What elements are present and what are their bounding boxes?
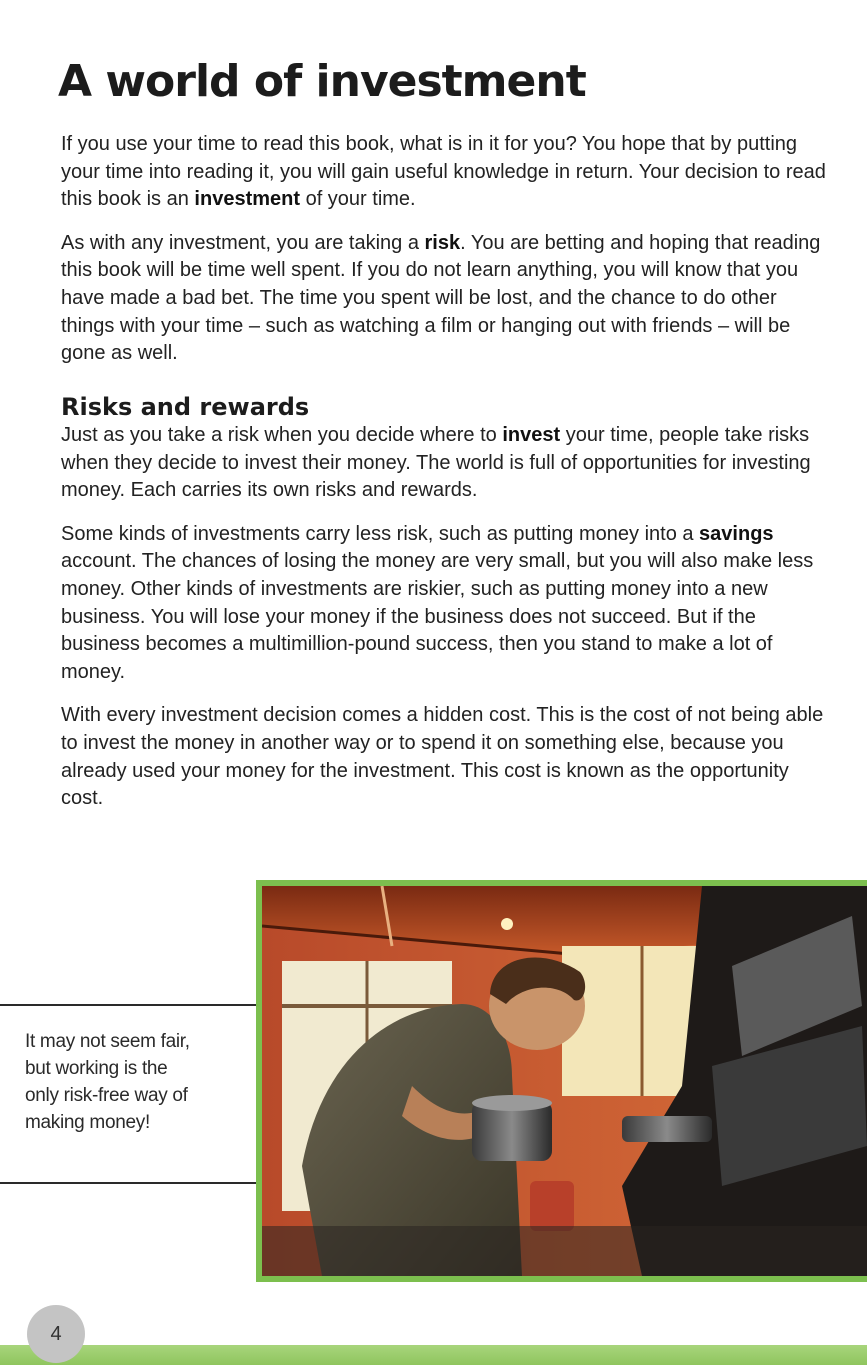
page-number-badge [27, 1305, 85, 1363]
portafilter [622, 1116, 712, 1142]
section-heading: Risks and rewards [61, 393, 310, 421]
page-number: 4 [50, 1322, 62, 1345]
text-run: of your time. [300, 188, 416, 211]
text-run: Just as you take a risk when you decide where to [61, 424, 503, 446]
caption-line: making money! [25, 1112, 150, 1133]
intro-paragraph-1 [61, 131, 831, 214]
coffee-cup [530, 1181, 574, 1231]
glossary-term-risk: risk [424, 231, 461, 254]
glossary-term-invest: invest [502, 424, 561, 446]
ceiling-light [501, 918, 513, 930]
section-paragraph-2 [61, 521, 831, 687]
text-run: account. The chances of losing the money are very small, but you will also make less money. Other kinds of investments are riskier, such as putting money into a new business. You will lose your money if the business does not succeed. But if the business becomes a multimillion-pound success, then you stand to make a lot of money. [61, 550, 814, 683]
caption-line: only risk-free way of [25, 1085, 188, 1106]
text-run: As with any investment, you are taking a [61, 231, 425, 254]
caption-rule-bottom [0, 1182, 258, 1184]
glossary-term-savings: savings [699, 522, 774, 545]
intro-text [61, 131, 831, 384]
counter [262, 1226, 867, 1276]
bottom-band [0, 1345, 867, 1365]
photo-caption [25, 1028, 225, 1136]
text-run: Some kinds of investments carry less risk, such as putting money into a [61, 522, 700, 545]
caption-rule-top [0, 1004, 258, 1006]
text-run: If you use your time to read this book, what is in it for you? You hope that by putting your time into reading it, you will gain useful knowledge in return. Your decision to read this book is an [61, 133, 826, 211]
section-paragraph-3: With every investment decision comes a hidden cost. This is the cost of not being able to invest the money in another way or to spend it on something else, because you already used your money for the investment. This cost is known as the opportunity cost. [61, 704, 824, 810]
section-paragraph-1 [61, 422, 831, 505]
barista-illustration [262, 886, 867, 1276]
intro-paragraph-2 [61, 230, 831, 368]
text-run: your time, people take risks when they decide to invest their money. The world is full of opportunities for investing money. Each carries its own risks and rewards. [61, 424, 811, 502]
glossary-term-investment: investment [194, 188, 301, 211]
text-run: . You are betting and hoping that reading this book will be time well spent. If you do not learn anything, you will know that you have made a bad bet. The time you spent will be lost, and the chance to do other things with your time – such as watching a film or hanging out with friends – will be gone as well. [61, 231, 821, 365]
barista-photo [256, 880, 867, 1282]
page-title: A world of investment [58, 56, 586, 107]
caption-line: but working is the [25, 1058, 168, 1079]
section-text [61, 422, 831, 829]
caption-line: It may not seem fair, [25, 1031, 190, 1052]
